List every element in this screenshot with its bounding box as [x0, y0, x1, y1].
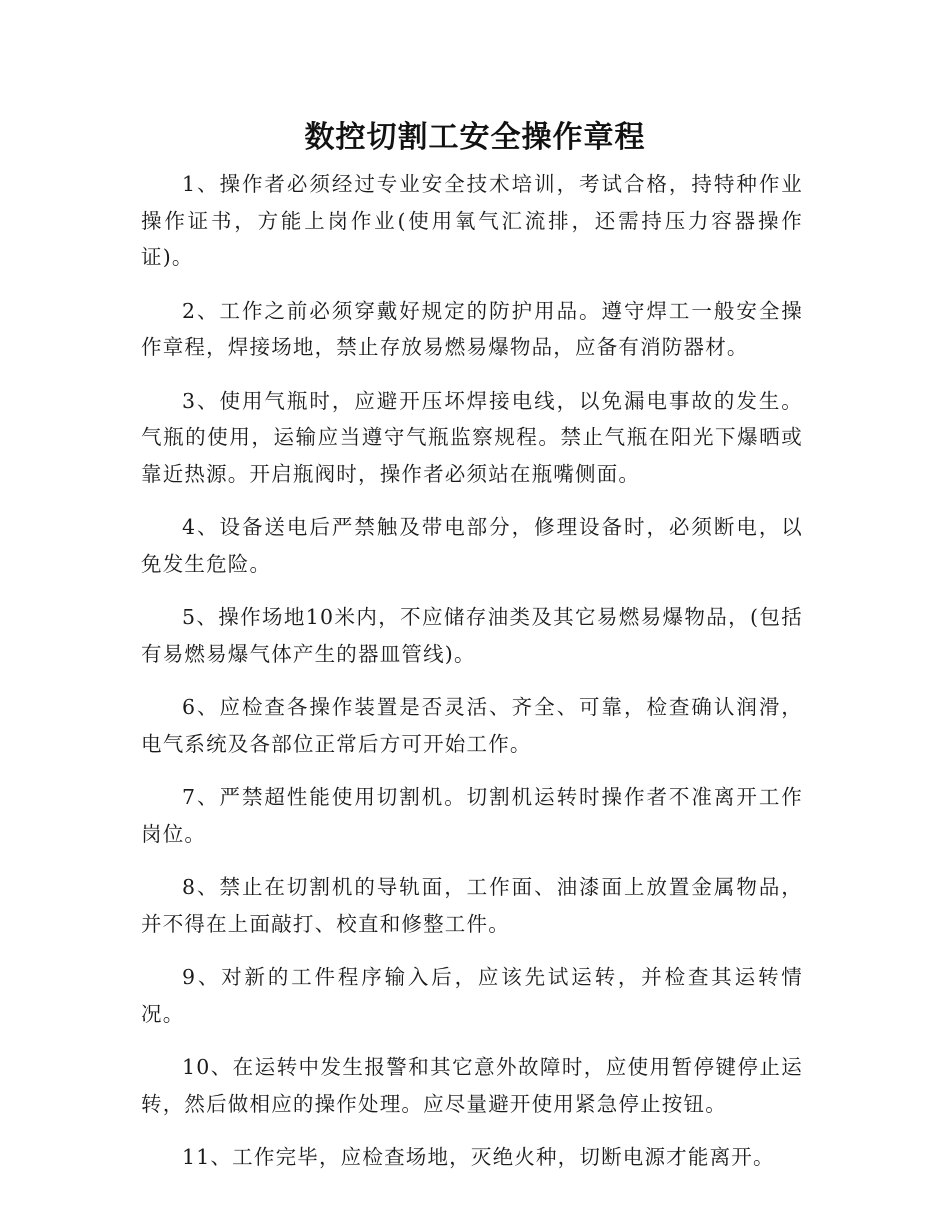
- clause-9: 9、对新的工件程序输入后，应该先试运转，并检查其运转情况。: [141, 965, 803, 1026]
- clause-3: 3、使用气瓶时，应避开压坏焊接电线，以免漏电事故的发生。气瓶的使用，运输应当遵守气瓶监察规程。禁止气瓶在阳光下爆晒或靠近热源。开启瓶阀时，操作者必须站在瓶嘴侧面。: [141, 388, 803, 486]
- document-title: 数控切割工安全操作章程: [304, 120, 646, 155]
- clause-8: 8、禁止在切割机的导轨面，工作面、油漆面上放置金属物品，并不得在上面敲打、校直和修整工件。: [141, 875, 803, 936]
- clause-11: 11、工作完毕，应检查场地，灭绝火种，切断电源才能离开。: [182, 1145, 775, 1169]
- clause-1: 1、操作者必须经过专业安全技术培训，考试合格，持特种作业操作证书，方能上岗作业(使用氧气汇流排，还需持压力容器操作证)。: [141, 172, 803, 269]
- clause-2: 2、工作之前必须穿戴好规定的防护用品。遵守焊工一般安全操作章程，焊接场地，禁止存放易燃易爆物品，应备有消防器材。: [141, 298, 803, 359]
- clause-5: 5、操作场地10米内，不应储存油类及其它易燃易爆物品，(包括有易燃易爆气体产生的器皿管线)。: [141, 605, 803, 666]
- clause-list: [141, 166, 803, 1193]
- clause-6: 6、应检查各操作装置是否灵活、齐全、可靠，检查确认润滑，电气系统及各部位正常后方可开始工作。: [141, 695, 803, 756]
- clause-4: 4、设备送电后严禁触及带电部分，修理设备时，必须断电，以免发生危险。: [141, 515, 803, 576]
- clause-10: 10、在运转中发生报警和其它意外故障时，应使用暂停键停止运转，然后做相应的操作处理。应尽量避开使用紧急停止按钮。: [141, 1055, 803, 1116]
- clause-7: 7、严禁超性能使用切割机。切割机运转时操作者不准离开工作岗位。: [141, 785, 803, 846]
